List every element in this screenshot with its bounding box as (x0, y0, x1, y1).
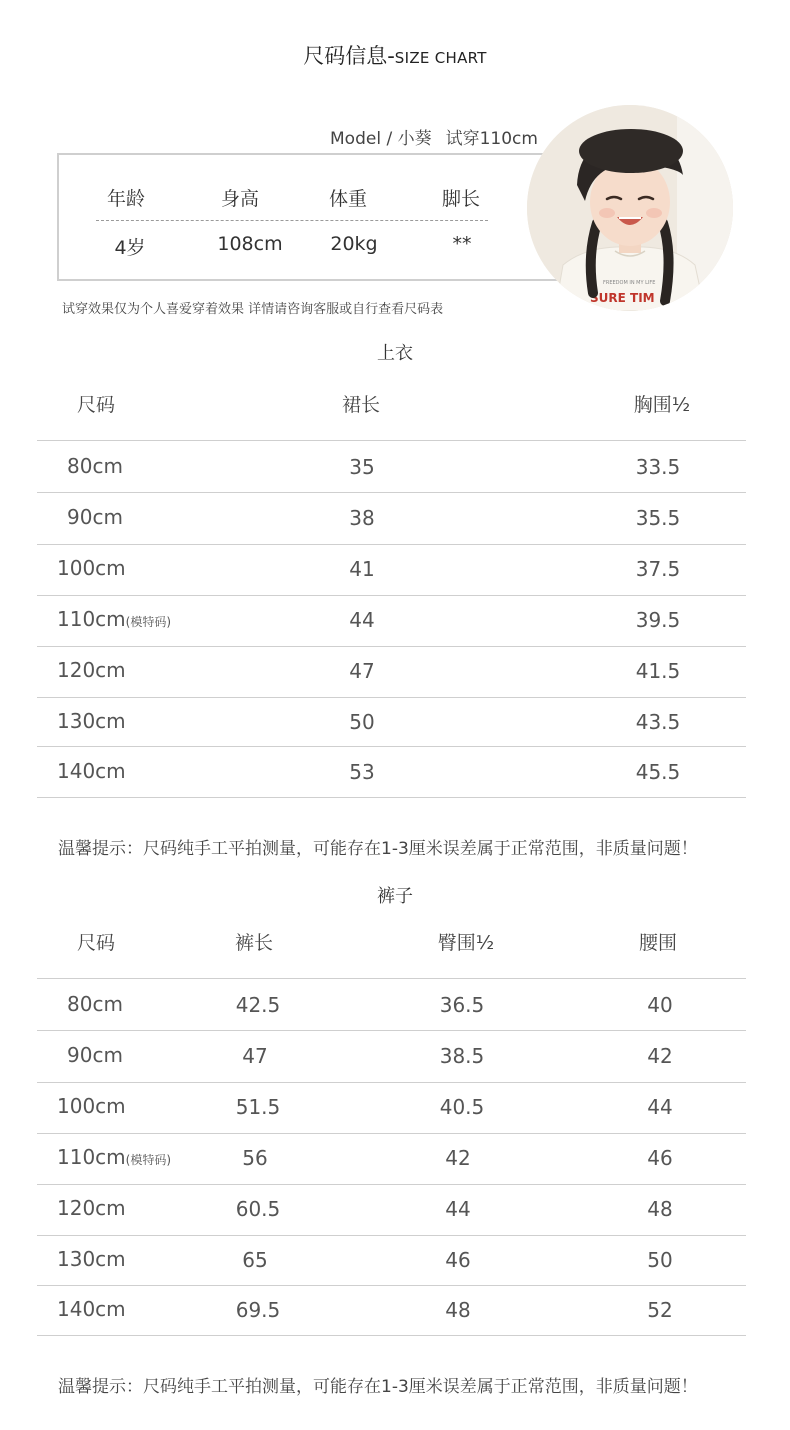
tops-row-divider (37, 746, 746, 747)
tops-header-length: 裙长 (341, 394, 380, 416)
model-measurements-box (57, 153, 577, 281)
pants-row-length: 56 (242, 1146, 268, 1170)
tops-row-chest: 35.5 (635, 506, 681, 530)
pants-row-waist: 46 (647, 1146, 673, 1170)
pants-row-length: 69.5 (235, 1298, 281, 1322)
tops-tip: 温馨提示：尺码纯手工平拍测量，可能存在1-3厘米误差属于正常范围，非质量问题！ (58, 839, 698, 859)
pants-row-size: 90cm (67, 1043, 123, 1067)
pants-section-title: 裤子 (377, 886, 413, 907)
page-title-cn: 尺码信息- (303, 44, 395, 68)
page-title (0, 40, 790, 70)
tops-row-divider (37, 492, 746, 493)
pants-row-hip: 46 (445, 1248, 471, 1272)
tops-row-size: 110cm(模特码) (57, 607, 172, 631)
pants-row-divider (37, 1285, 746, 1286)
tryon-note: 试穿效果仅为个人喜爱穿着效果 详情请咨询客服或自行查看尺码表 (62, 302, 444, 317)
pants-row-divider (37, 1082, 746, 1083)
tops-header-chest: 胸围½ (633, 394, 691, 416)
model-info (330, 124, 538, 149)
model-header-weight: 体重 (328, 188, 367, 210)
pants-row-hip: 42 (445, 1146, 471, 1170)
tops-row-chest: 33.5 (635, 455, 681, 479)
pants-row-hip: 48 (445, 1298, 471, 1322)
pants-row-waist: 48 (647, 1197, 673, 1221)
tops-row-size: 100cm (57, 556, 126, 580)
pants-header-hip: 臀围½ (437, 932, 495, 954)
pants-row-hip: 38.5 (439, 1044, 485, 1068)
tops-divider (37, 440, 746, 441)
pants-row-size: 80cm (67, 992, 123, 1016)
model-value-foot: ** (452, 233, 472, 255)
tops-section-title: 上衣 (377, 343, 413, 364)
tops-row-length: 44 (349, 608, 375, 632)
pants-row-length: 60.5 (235, 1197, 281, 1221)
pants-header-waist: 腰围 (638, 932, 677, 954)
pants-row-divider (37, 1335, 746, 1336)
pants-row-divider (37, 1133, 746, 1134)
pants-row-divider (37, 1030, 746, 1031)
model-header-foot: 脚长 (441, 188, 480, 210)
tops-row-divider (37, 797, 746, 798)
tops-row-length: 50 (349, 710, 375, 734)
pants-row-hip: 44 (445, 1197, 471, 1221)
model-avatar (527, 105, 733, 311)
pants-header-length: 裤长 (234, 932, 273, 954)
tops-header-size: 尺码 (76, 394, 115, 416)
shirt-print-text: SURE TIM (590, 291, 655, 305)
pants-row-size: 100cm (57, 1094, 126, 1118)
tops-row-divider (37, 646, 746, 647)
pants-row-waist: 42 (647, 1044, 673, 1068)
tops-row-size: 90cm (67, 505, 123, 529)
model-size-tag: (模特码) (125, 615, 172, 629)
tops-row-chest: 43.5 (635, 710, 681, 734)
pants-row-size: 130cm (57, 1247, 126, 1271)
pants-row-length: 42.5 (235, 993, 281, 1017)
pants-row-length: 47 (242, 1044, 268, 1068)
model-label: Model / 小葵 (330, 129, 432, 149)
shirt-small-text: FREEDOM IN MY LIFE (603, 280, 656, 286)
tops-row-length: 47 (349, 659, 375, 683)
tops-row-size: 80cm (67, 454, 123, 478)
pants-row-length: 65 (242, 1248, 268, 1272)
pants-header-size: 尺码 (76, 932, 115, 954)
tops-row-size: 120cm (57, 658, 126, 682)
tops-row-length: 38 (349, 506, 375, 530)
tops-row-divider (37, 697, 746, 698)
pants-row-waist: 44 (647, 1095, 673, 1119)
tops-row-chest: 39.5 (635, 608, 681, 632)
pants-row-waist: 50 (647, 1248, 673, 1272)
model-divider (96, 220, 488, 221)
pants-row-length: 51.5 (235, 1095, 281, 1119)
model-tryon: 试穿110cm (445, 129, 538, 149)
tops-row-size: 140cm (57, 759, 126, 783)
pants-row-divider (37, 1235, 746, 1236)
pants-row-divider (37, 1184, 746, 1185)
tops-row-chest: 41.5 (635, 659, 681, 683)
pants-row-hip: 36.5 (439, 993, 485, 1017)
tops-row-size: 130cm (57, 709, 126, 733)
pants-divider (37, 978, 746, 979)
model-header-age: 年龄 (106, 188, 145, 210)
tops-row-length: 41 (349, 557, 375, 581)
tops-row-chest: 45.5 (635, 760, 681, 784)
pants-row-size: 140cm (57, 1297, 126, 1321)
pants-row-size: 120cm (57, 1196, 126, 1220)
pants-row-hip: 40.5 (439, 1095, 485, 1119)
model-value-age: 4岁 (114, 237, 146, 259)
tops-row-chest: 37.5 (635, 557, 681, 581)
tops-row-length: 35 (349, 455, 375, 479)
model-photo-illustration (527, 105, 733, 311)
tops-row-divider (37, 595, 746, 596)
pants-row-waist: 40 (647, 993, 673, 1017)
pants-row-waist: 52 (647, 1298, 673, 1322)
model-value-weight: 20kg (330, 233, 378, 255)
page-title-en: SIZE CHART (394, 49, 487, 67)
model-header-height: 身高 (220, 188, 259, 210)
tops-row-divider (37, 544, 746, 545)
pants-tip: 温馨提示：尺码纯手工平拍测量，可能存在1-3厘米误差属于正常范围，非质量问题！ (58, 1377, 698, 1397)
tops-row-length: 53 (349, 760, 375, 784)
model-size-tag: (模特码) (125, 1153, 172, 1167)
model-value-height: 108cm (217, 233, 283, 255)
pants-row-size: 110cm(模特码) (57, 1145, 172, 1169)
